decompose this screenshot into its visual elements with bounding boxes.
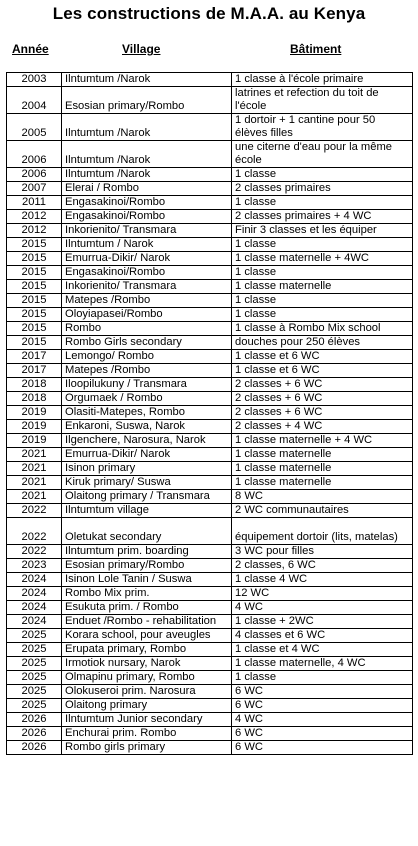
village-cell: Irmotiok nursary, Narok	[62, 657, 232, 671]
village-cell: Erupata primary, Rombo	[62, 643, 232, 657]
year-cell: 2019	[7, 434, 62, 448]
village-cell: Oletukat secondary	[62, 518, 232, 545]
village-cell: Isinon Lole Tanin / Suswa	[62, 573, 232, 587]
village-cell: Olokuseroi prim. Narosura	[62, 685, 232, 699]
village-cell: Isinon primary	[62, 462, 232, 476]
village-cell: Ilntumtum prim. boarding	[62, 545, 232, 559]
village-cell: Olaitong primary	[62, 699, 232, 713]
village-cell: Inkorienito/ Transmara	[62, 280, 232, 294]
year-cell: 2003	[7, 73, 62, 87]
village-cell: Rombo	[62, 322, 232, 336]
building-cell: 1 classe 4 WC	[232, 573, 413, 587]
year-cell: 2011	[7, 196, 62, 210]
table-row	[7, 504, 413, 518]
building-cell: Finir 3 classes et les équiper	[232, 224, 413, 238]
village-cell: Engasakinoi/Rombo	[62, 196, 232, 210]
table-row	[7, 741, 413, 755]
table-row	[7, 713, 413, 727]
village-cell: Matepes /Rombo	[62, 364, 232, 378]
table-row	[7, 699, 413, 713]
year-cell: 2015	[7, 280, 62, 294]
village-cell: Ilntumtum Junior secondary	[62, 713, 232, 727]
building-cell: 1 classe	[232, 196, 413, 210]
year-cell: 2015	[7, 336, 62, 350]
table-row	[7, 182, 413, 196]
year-cell: 2015	[7, 252, 62, 266]
table-row	[7, 280, 413, 294]
building-cell: 1 classe maternelle	[232, 280, 413, 294]
village-cell: Oloyiapasei/Rombo	[62, 308, 232, 322]
year-cell: 2024	[7, 573, 62, 587]
village-cell: Inkorienito/ Transmara	[62, 224, 232, 238]
village-cell: Esosian primary/Rombo	[62, 87, 232, 114]
table-row	[7, 350, 413, 364]
village-cell: Korara school, pour aveugles	[62, 629, 232, 643]
building-cell: 1 classe	[232, 671, 413, 685]
village-cell: Engasakinoi/Rombo	[62, 266, 232, 280]
year-cell: 2021	[7, 490, 62, 504]
table-row	[7, 671, 413, 685]
village-cell: Ilntumtum /Narok	[62, 168, 232, 182]
page-title: Les constructions de M.A.A. au Kenya	[52, 4, 366, 23]
table-row	[7, 545, 413, 559]
year-cell: 2017	[7, 350, 62, 364]
building-cell: 2 classes + 6 WC	[232, 406, 413, 420]
building-cell: 1 classe maternelle	[232, 476, 413, 490]
building-cell: 4 WC	[232, 713, 413, 727]
table-row	[7, 643, 413, 657]
year-cell: 2021	[7, 448, 62, 462]
table-row	[7, 518, 413, 545]
table-row	[7, 238, 413, 252]
year-cell: 2022	[7, 545, 62, 559]
building-cell: 3 WC pour filles	[232, 545, 413, 559]
table-row	[7, 336, 413, 350]
village-cell: Engasakinoi/Rombo	[62, 210, 232, 224]
village-cell: Enduet /Rombo - rehabilitation	[62, 615, 232, 629]
column-header-village: Village	[122, 42, 161, 56]
year-cell: 2006	[7, 168, 62, 182]
building-cell: 6 WC	[232, 699, 413, 713]
year-cell: 2015	[7, 266, 62, 280]
year-cell: 2026	[7, 713, 62, 727]
table-row	[7, 629, 413, 643]
building-cell: 2 classes + 6 WC	[232, 392, 413, 406]
building-cell: 1 classe maternelle	[232, 462, 413, 476]
building-cell: 1 classe	[232, 168, 413, 182]
village-cell: Olaitong primary / Transmara	[62, 490, 232, 504]
table-row	[7, 685, 413, 699]
building-cell: une citerne d'eau pour la même école	[232, 141, 413, 168]
building-cell: 4 WC	[232, 601, 413, 615]
building-cell: 1 classe maternelle, 4 WC	[232, 657, 413, 671]
table-row	[7, 210, 413, 224]
column-header-building: Bâtiment	[290, 42, 342, 56]
building-cell: 6 WC	[232, 685, 413, 699]
table-row	[7, 490, 413, 504]
village-cell: Olasiti-Matepes, Rombo	[62, 406, 232, 420]
table-row	[7, 364, 413, 378]
building-cell: douches pour 250 élèves	[232, 336, 413, 350]
table-row	[7, 420, 413, 434]
table-row	[7, 294, 413, 308]
year-cell: 2025	[7, 671, 62, 685]
building-cell: 6 WC	[232, 741, 413, 755]
village-cell: Ilgenchere, Narosura, Narok	[62, 434, 232, 448]
building-cell: 1 classe et 6 WC	[232, 364, 413, 378]
village-cell: Olmapinu primary, Rombo	[62, 671, 232, 685]
table-row	[7, 657, 413, 671]
village-cell: Ilntumtum / Narok	[62, 238, 232, 252]
village-cell: Esukuta prim. / Rombo	[62, 601, 232, 615]
year-cell: 2015	[7, 308, 62, 322]
year-cell: 2012	[7, 224, 62, 238]
village-cell: Matepes /Rombo	[62, 294, 232, 308]
building-cell: 1 classe + 2WC	[232, 615, 413, 629]
table-row	[7, 252, 413, 266]
year-cell: 2012	[7, 210, 62, 224]
table-row	[7, 434, 413, 448]
building-cell: 1 classe et 4 WC	[232, 643, 413, 657]
village-cell: Lemongo/ Rombo	[62, 350, 232, 364]
year-cell: 2015	[7, 322, 62, 336]
year-cell: 2021	[7, 476, 62, 490]
column-header-year: Année	[12, 42, 49, 56]
table-row	[7, 73, 413, 87]
village-cell: Rombo Girls secondary	[62, 336, 232, 350]
year-cell: 2006	[7, 141, 62, 168]
village-cell: Kiruk primary/ Suswa	[62, 476, 232, 490]
table-row	[7, 476, 413, 490]
year-cell: 2019	[7, 406, 62, 420]
year-cell: 2022	[7, 504, 62, 518]
building-cell: 1 classe à Rombo Mix school	[232, 322, 413, 336]
table-row	[7, 308, 413, 322]
year-cell: 2024	[7, 615, 62, 629]
building-cell: 1 dortoir + 1 cantine pour 50 élèves filles	[232, 114, 413, 141]
village-cell: Enkaroni, Suswa, Narok	[62, 420, 232, 434]
year-cell: 2026	[7, 741, 62, 755]
building-cell: 2 classes, 6 WC	[232, 559, 413, 573]
year-cell: 2017	[7, 364, 62, 378]
village-cell: Ilntumtum /Narok	[62, 114, 232, 141]
year-cell: 2024	[7, 601, 62, 615]
table-row	[7, 168, 413, 182]
year-cell: 2015	[7, 294, 62, 308]
table-row	[7, 266, 413, 280]
year-cell: 2025	[7, 685, 62, 699]
table-row	[7, 406, 413, 420]
year-cell: 2024	[7, 587, 62, 601]
building-cell: 2 classes + 6 WC	[232, 378, 413, 392]
building-cell: 1 classe à l'école primaire	[232, 73, 413, 87]
table-row	[7, 462, 413, 476]
year-cell: 2019	[7, 420, 62, 434]
building-cell: 2 WC communautaires	[232, 504, 413, 518]
building-cell: 6 WC	[232, 727, 413, 741]
year-cell: 2015	[7, 238, 62, 252]
year-cell: 2007	[7, 182, 62, 196]
building-cell: 1 classe maternelle + 4WC	[232, 252, 413, 266]
year-cell: 2018	[7, 392, 62, 406]
village-cell: Ilntumtum /Narok	[62, 141, 232, 168]
table-row	[7, 87, 413, 114]
table-row	[7, 727, 413, 741]
table-row	[7, 573, 413, 587]
table-row	[7, 196, 413, 210]
table-row	[7, 114, 413, 141]
building-cell: 1 classe	[232, 266, 413, 280]
village-cell: Ilntumtum /Narok	[62, 73, 232, 87]
table-row	[7, 322, 413, 336]
village-cell: Rombo girls primary	[62, 741, 232, 755]
constructions-table	[6, 72, 413, 755]
village-cell: Emurrua-Dikir/ Narok	[62, 448, 232, 462]
building-cell: 1 classe et 6 WC	[232, 350, 413, 364]
building-cell: 2 classes + 4 WC	[232, 420, 413, 434]
year-cell: 2025	[7, 699, 62, 713]
building-cell: équipement dortoir (lits, matelas)	[232, 518, 413, 545]
table-row	[7, 141, 413, 168]
village-cell: Orgumaek / Rombo	[62, 392, 232, 406]
building-cell: 1 classe	[232, 294, 413, 308]
year-cell: 2005	[7, 114, 62, 141]
village-cell: Enchurai prim. Rombo	[62, 727, 232, 741]
table-row	[7, 392, 413, 406]
year-cell: 2018	[7, 378, 62, 392]
table-row	[7, 224, 413, 238]
building-cell: 12 WC	[232, 587, 413, 601]
year-cell: 2023	[7, 559, 62, 573]
village-cell: Elerai / Rombo	[62, 182, 232, 196]
table-row	[7, 601, 413, 615]
building-cell: 2 classes primaires	[232, 182, 413, 196]
village-cell: Rombo Mix prim.	[62, 587, 232, 601]
table-row	[7, 559, 413, 573]
building-cell: 1 classe maternelle	[232, 448, 413, 462]
table-row	[7, 378, 413, 392]
building-cell: 1 classe	[232, 308, 413, 322]
village-cell: Iloopilukuny / Transmara	[62, 378, 232, 392]
year-cell: 2025	[7, 643, 62, 657]
table-row	[7, 615, 413, 629]
village-cell: Esosian primary/Rombo	[62, 559, 232, 573]
year-cell: 2022	[7, 518, 62, 545]
building-cell: 1 classe maternelle + 4 WC	[232, 434, 413, 448]
building-cell: 4 classes et 6 WC	[232, 629, 413, 643]
building-cell: 2 classes primaires + 4 WC	[232, 210, 413, 224]
year-cell: 2025	[7, 657, 62, 671]
year-cell: 2026	[7, 727, 62, 741]
year-cell: 2004	[7, 87, 62, 114]
table-row	[7, 448, 413, 462]
table-row	[7, 587, 413, 601]
building-cell: 8 WC	[232, 490, 413, 504]
year-cell: 2025	[7, 629, 62, 643]
building-cell: 1 classe	[232, 238, 413, 252]
building-cell: latrines et refection du toit de l'école	[232, 87, 413, 114]
year-cell: 2021	[7, 462, 62, 476]
village-cell: Emurrua-Dikir/ Narok	[62, 252, 232, 266]
village-cell: Ilntumtum village	[62, 504, 232, 518]
